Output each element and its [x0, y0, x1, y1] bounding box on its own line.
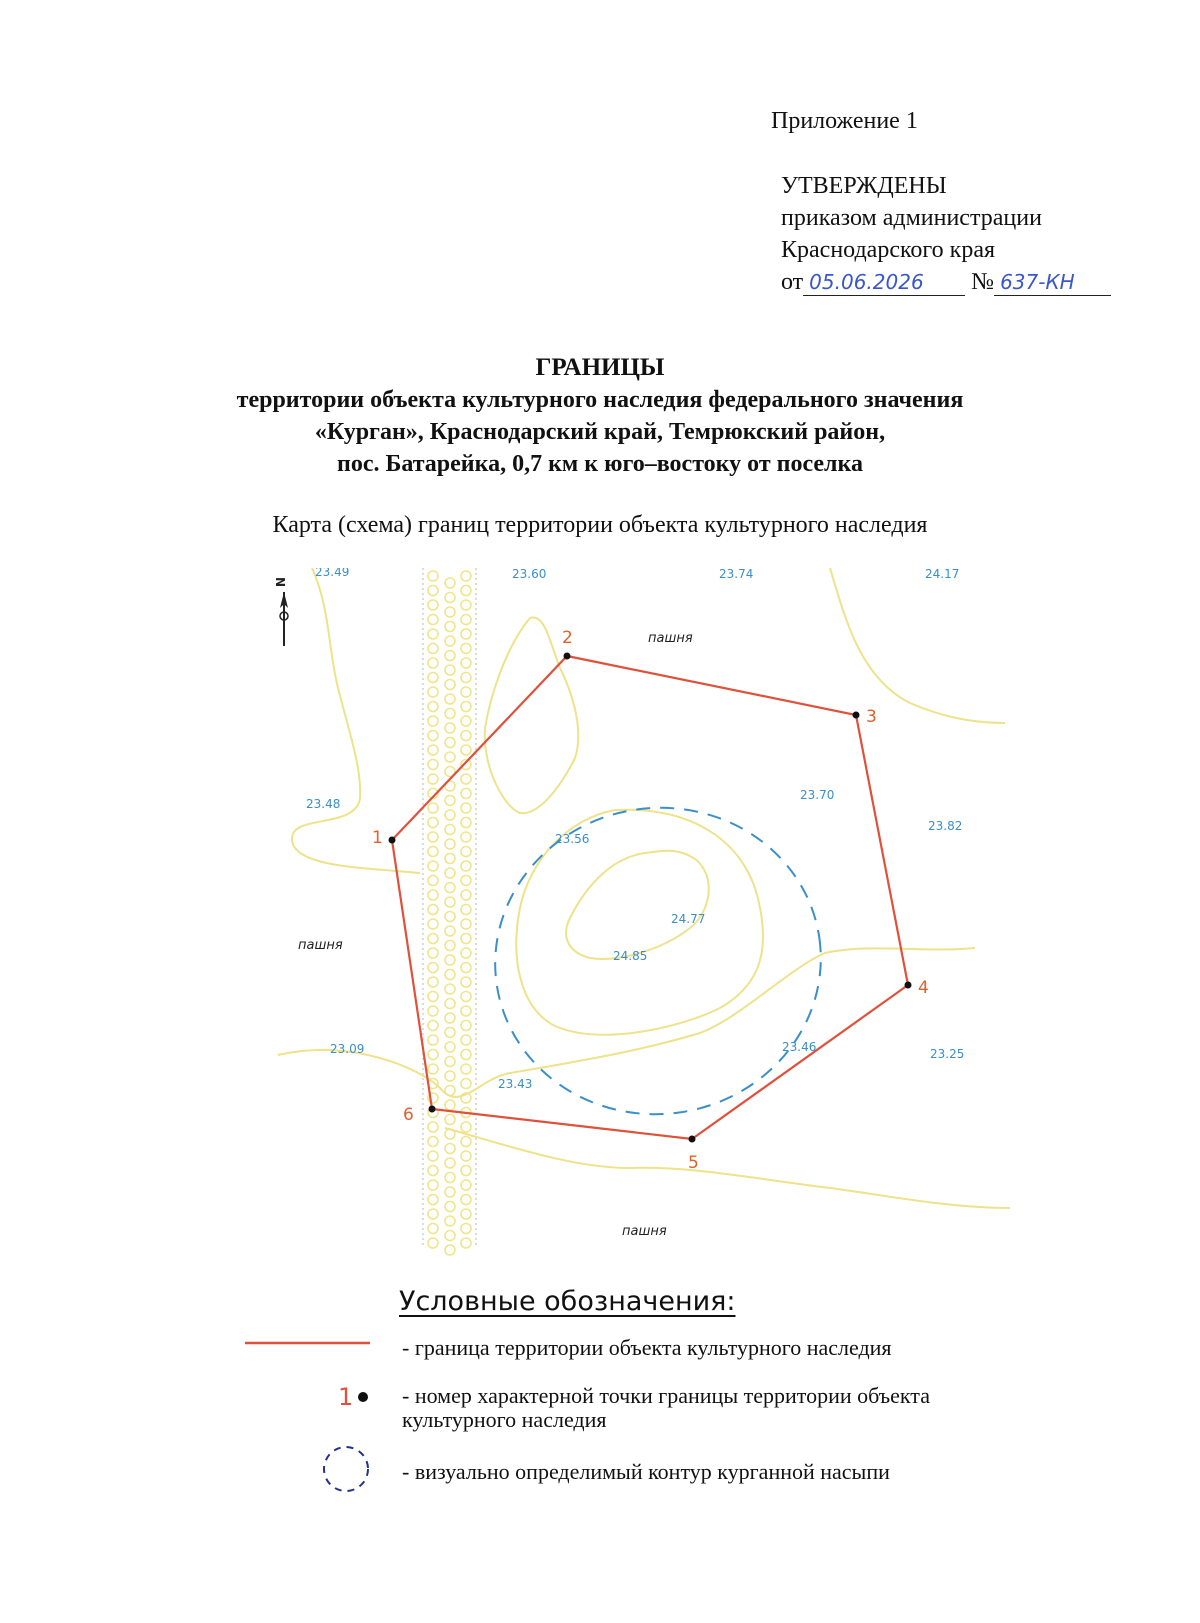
road-circle	[461, 586, 471, 596]
elevation-24-77: 24.77	[671, 912, 706, 926]
legend-title: Условные обозначения:	[399, 1286, 736, 1317]
road-circle	[445, 1013, 455, 1023]
date-prefix: от	[781, 269, 804, 295]
title-main: ГРАНИЦЫ	[535, 354, 665, 381]
road-strip	[423, 568, 476, 1255]
number-prefix: №	[971, 269, 995, 295]
boundary-point-3	[853, 712, 860, 719]
elevation-23-09: 23.09	[330, 1042, 365, 1056]
road-circle	[445, 1144, 455, 1154]
elevation-23-56: 23.56	[555, 832, 590, 846]
elevation-24-17: 24.17	[925, 568, 960, 581]
title-line3: пос. Батарейка, 0,7 км к юго–востоку от поселка	[337, 451, 863, 477]
road-circle	[428, 687, 438, 697]
boundary-map	[270, 568, 1010, 1258]
road-circle	[461, 890, 471, 900]
road-circle	[428, 1166, 438, 1176]
boundary-point-5	[689, 1136, 696, 1143]
road-circle	[461, 876, 471, 886]
elevation-23-48: 23.48	[306, 797, 341, 811]
road-circle	[445, 1158, 455, 1168]
road-circle	[461, 1035, 471, 1045]
road-circle	[428, 1151, 438, 1161]
road-circle	[461, 789, 471, 799]
road-circle	[428, 586, 438, 596]
road-circle	[428, 629, 438, 639]
road-circle	[428, 818, 438, 828]
land-label-north: пашня	[648, 631, 693, 646]
road-circle	[428, 1209, 438, 1219]
road-circle	[428, 760, 438, 770]
road-circle	[461, 1021, 471, 1031]
boundary-point-2	[564, 653, 571, 660]
road-circle	[445, 1042, 455, 1052]
road-circle	[428, 1238, 438, 1248]
road-circle	[445, 1202, 455, 1212]
elevation-23-46: 23.46	[782, 1040, 817, 1054]
road-circle	[428, 919, 438, 929]
road-circle	[461, 1151, 471, 1161]
road-circle	[428, 731, 438, 741]
road-circle	[428, 1224, 438, 1234]
map-caption: Карта (схема) границ территории объекта культурного наследия	[272, 512, 928, 538]
road-circle	[461, 1238, 471, 1248]
elevation-23-74: 23.74	[719, 568, 754, 581]
road-circle	[445, 1231, 455, 1241]
road-circle	[445, 680, 455, 690]
road-circle	[445, 926, 455, 936]
road-circle	[461, 1137, 471, 1147]
road-circle	[445, 1245, 455, 1255]
title-line1: территории объекта культурного наследия федерального значения	[236, 387, 964, 413]
legend-mound-outline-icon	[320, 1444, 372, 1494]
road-circle	[428, 615, 438, 625]
road-circle	[428, 832, 438, 842]
legend-boundary-text: - граница территории объекта культурного наследия	[402, 1335, 892, 1360]
elevation-23-49: 23.49	[315, 568, 350, 579]
road-circle	[445, 839, 455, 849]
title-line2: «Курган», Краснодарский край, Темрюкский район,	[314, 419, 886, 445]
road-circle	[461, 818, 471, 828]
elevation-23-82: 23.82	[928, 819, 963, 833]
road-circle	[428, 745, 438, 755]
road-circle	[428, 948, 438, 958]
elevation-23-70: 23.70	[800, 788, 835, 802]
road-circle	[445, 955, 455, 965]
road-circle	[445, 578, 455, 588]
road-circle	[445, 984, 455, 994]
point-number-6: 6	[403, 1105, 414, 1125]
legend-mound-text: - визуально определимый контур курганной насыпи	[402, 1459, 890, 1484]
road-circle	[428, 1050, 438, 1060]
road-circle	[445, 1115, 455, 1125]
order-date: 05.06.2026	[803, 269, 965, 296]
road-circle	[461, 673, 471, 683]
point-number-1: 1	[372, 828, 383, 848]
boundary-point-6	[429, 1106, 436, 1113]
road-circle	[428, 934, 438, 944]
road-circle	[461, 1180, 471, 1190]
boundary-point-1	[389, 837, 396, 844]
road-circle	[428, 890, 438, 900]
approved-line1: приказом администрации	[781, 205, 1042, 231]
road-circle	[428, 963, 438, 973]
road-circle	[461, 687, 471, 697]
road-circle	[428, 905, 438, 915]
approval-block	[781, 170, 1111, 298]
road-circle	[461, 1079, 471, 1089]
road-circle	[428, 1064, 438, 1074]
road-circle	[461, 600, 471, 610]
approved-line2: Краснодарского края	[781, 237, 996, 263]
road-circle	[428, 571, 438, 581]
road-circle	[445, 1187, 455, 1197]
north-arrow-icon	[273, 577, 288, 646]
road-circle	[445, 651, 455, 661]
road-circle	[428, 658, 438, 668]
document-title	[0, 352, 1200, 480]
legend-point-dot-icon	[358, 1392, 368, 1402]
road-circle	[445, 636, 455, 646]
road-circle	[445, 854, 455, 864]
point-number-3: 3	[866, 707, 877, 727]
legend-point-text: - номер характерной точки границы территории объекта культурного наследия	[402, 1383, 930, 1432]
road-circle	[428, 702, 438, 712]
road-circle	[461, 803, 471, 813]
legend-point-number: 1	[338, 1383, 354, 1411]
road-circle	[445, 738, 455, 748]
road-circle	[445, 607, 455, 617]
road-circle	[461, 615, 471, 625]
road-circle	[445, 709, 455, 719]
boundary-point-4	[905, 982, 912, 989]
road-circle	[461, 702, 471, 712]
road-circle	[445, 694, 455, 704]
road-circle	[461, 847, 471, 857]
contour-lines	[278, 568, 1010, 1208]
order-number: 637-КН	[994, 269, 1111, 296]
road-circle	[445, 723, 455, 733]
road-circle	[428, 1122, 438, 1132]
elevation-23-25: 23.25	[930, 1047, 965, 1061]
road-circle	[428, 673, 438, 683]
order-date-number-line	[781, 266, 1111, 298]
elevation-23-43: 23.43	[498, 1077, 533, 1091]
road-circle	[461, 1166, 471, 1176]
road-circle	[461, 774, 471, 784]
road-circle	[428, 977, 438, 987]
road-circle	[428, 644, 438, 654]
road-circle	[445, 1216, 455, 1226]
road-circle	[428, 1137, 438, 1147]
road-circle	[461, 1006, 471, 1016]
land-label-south: пашня	[622, 1224, 667, 1239]
land-label-west: пашня	[298, 938, 343, 953]
road-circle	[428, 1006, 438, 1016]
road-circle	[445, 897, 455, 907]
road-circle	[461, 905, 471, 915]
road-circle	[461, 861, 471, 871]
road-circle	[445, 665, 455, 675]
road-circle	[461, 716, 471, 726]
road-circle	[461, 1209, 471, 1219]
road-circle	[428, 1021, 438, 1031]
road-circle	[428, 847, 438, 857]
road-circle	[428, 861, 438, 871]
legend-boundary-line-icon	[245, 1338, 370, 1348]
road-circle	[461, 571, 471, 581]
road-circle	[461, 832, 471, 842]
road-circle	[445, 752, 455, 762]
road-circle	[445, 868, 455, 878]
road-circle	[445, 622, 455, 632]
elevation-24-85: 24.85	[613, 949, 648, 963]
road-circle	[428, 1180, 438, 1190]
road-circle	[445, 1173, 455, 1183]
road-circle	[428, 1195, 438, 1205]
approved-title: УТВЕРЖДЕНЫ	[781, 173, 947, 199]
road-circle	[461, 934, 471, 944]
road-circle	[461, 1224, 471, 1234]
road-circle	[461, 963, 471, 973]
road-circle	[428, 992, 438, 1002]
road-circle	[445, 912, 455, 922]
road-circle	[445, 796, 455, 806]
road-circle	[445, 941, 455, 951]
road-circle	[445, 883, 455, 893]
road-circle	[461, 948, 471, 958]
road-circle	[428, 876, 438, 886]
appendix-label: Приложение 1	[771, 108, 918, 134]
elevation-23-60: 23.60	[512, 568, 547, 581]
road-circle	[461, 1195, 471, 1205]
road-circle	[445, 1028, 455, 1038]
road-circle	[461, 992, 471, 1002]
road-circle	[445, 593, 455, 603]
road-circle	[461, 731, 471, 741]
point-number-5: 5	[688, 1153, 699, 1173]
road-circle	[445, 810, 455, 820]
road-circle	[445, 970, 455, 980]
road-circle	[428, 600, 438, 610]
point-number-2: 2	[562, 628, 573, 648]
road-circle	[445, 1057, 455, 1067]
road-circle	[428, 716, 438, 726]
road-circle	[445, 1100, 455, 1110]
road-circle	[428, 774, 438, 784]
road-circle	[461, 1050, 471, 1060]
road-circle	[445, 825, 455, 835]
road-circle	[461, 1122, 471, 1132]
north-label: N	[273, 577, 287, 588]
road-circle	[461, 1064, 471, 1074]
road-circle	[428, 1035, 438, 1045]
road-circle	[461, 629, 471, 639]
road-circle	[428, 803, 438, 813]
road-circle	[461, 644, 471, 654]
road-circle	[461, 745, 471, 755]
road-circle	[461, 919, 471, 929]
road-circle	[445, 1071, 455, 1081]
road-circle	[445, 999, 455, 1009]
point-number-4: 4	[918, 978, 929, 998]
road-circle	[461, 658, 471, 668]
road-circle	[461, 977, 471, 987]
